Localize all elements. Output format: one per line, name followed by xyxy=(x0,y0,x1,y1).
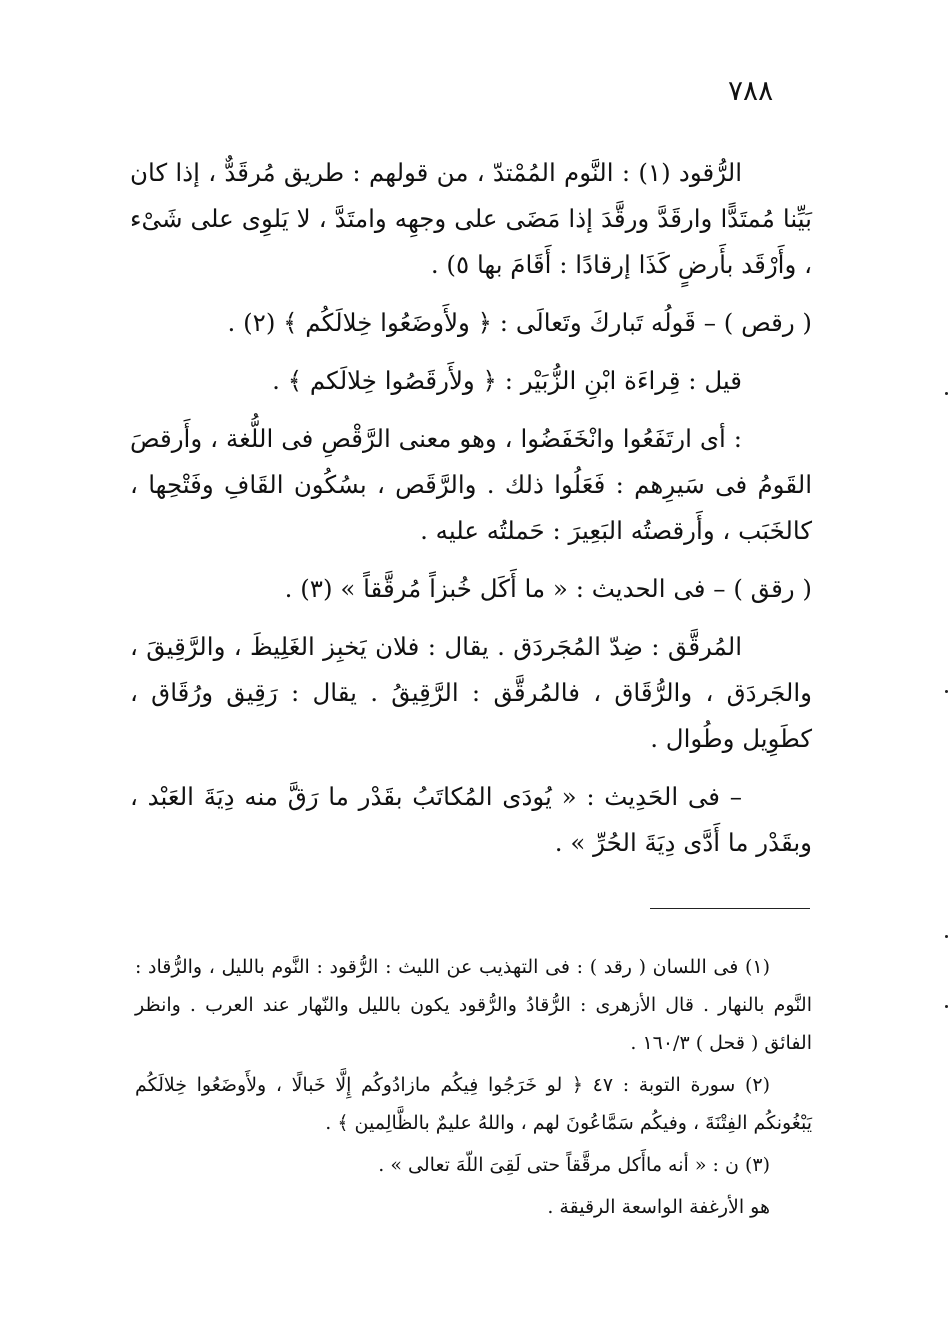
margin-mark xyxy=(945,935,948,938)
paragraph-mukatab-hadith: – فى الحَدِيث : « يُودَى المُكاتَبُ بقَدْر ما رَقَّ منه دِيَةَ العَبْد ، وبقَدْر ما أَدَّى دِيَةَ الحُرِّ » . xyxy=(130,782,812,857)
footnote-1: (١) فى اللسان ( رقد ) : فى التهذيب عن الليث : الرُّقود : النَّوم بالليل ، والرُّقاد : النَّوم بالنهار . قال الأزهرى : الرُّقادُ والرُّقود يكون بالليل والنّهار عند العرب . وانظر الفائق ( قحل ) ١٦٠/٣ . xyxy=(135,956,812,1054)
main-text xyxy=(130,150,812,878)
margin-mark xyxy=(945,690,948,693)
footnote-3-continuation: هو الأرغفة الواسعة الرقيقة . xyxy=(547,1196,770,1218)
margin-mark xyxy=(945,1005,948,1008)
paragraph-raqs-qiraa: قيل : قِراءَة ابْنِ الزُّبَيْر : ﴿ ولأَرقَصُوا خِلالَكم ﴾ . xyxy=(272,366,742,395)
footnote-2: (٢) سورة التوبة : ٤٧ ﴿ لو خَرَجُوا فِيكُم مازادُوكُم إِلَّا خَبالًا ، ولأَوضَعُوا خِلالَكُم يَبْغُونكُم الفِتْنَةَ ، وفيكُم سَمَّاعُونَ لهم ، واللهُ عليمٌ بالظَّالِمين ﴾ . xyxy=(135,1074,812,1134)
margin-mark xyxy=(945,392,948,395)
paragraph-ruqud: الرُّقود (١) : النَّوم المُمْتدّ ، من قولهم : طريق مُرقَدٌّ ، إذا كان بَيِّنا مُمتَدًّا وارقَدَّ ورقَّدَ إذا مَضَى على وجهِه وامتَدَّ ، لا يَلوِى على شَىْء ، وأَرْقَد بأَرضٍ كَذَا إرقادًا : أَقَامَ بها ٥) . xyxy=(130,158,812,279)
footnotes xyxy=(135,948,812,1230)
paragraph-raqs-meaning: : أى ارتَفَعُوا وانْخَفَضُوا ، وهو معنى الرَّقْصِ فى اللُّغة ، وأَرقصَ القَومُ فى سَيرِهم : فَعَلُوا ذلك . والرَّقَص ، بسُكُون القَافِ وفَتْحِها ، كالخَبَب ، وأَرقصتُه البَعِيرَ : حَملتُه عليه . xyxy=(130,424,812,545)
footnote-3: (٣) ن : « أنه ماأَكل مرقَّقاً حتى لَقِىَ اللّهَ تعالى » . xyxy=(378,1154,770,1176)
paragraph-raqq-heading: ( رقق ) – فى الحديث : « ما أَكَل خُبزاً مُرقَّقاً » (٣) . xyxy=(284,574,812,603)
paragraph-raqs-heading: ( رقص ) – قَولُه تَباركَ وتَعالَى : ﴿ ولأَوضَعُوا خِلالَكُم ﴾ (٢) . xyxy=(227,308,812,337)
paragraph-muraqqaq: المُرقَّق : ضِدّ المُجَردَق . يقال : فلان يَخبِز الغَلِيظَ ، والرَّقِيقَ ، والجَردَق ، والرُّقَاق ، فالمُرقَّق : الرَّقِيقُ . يقال : رَقِيق ورُقَاق ، كطَوِيل وطُوال . xyxy=(130,632,812,753)
footnote-divider xyxy=(650,908,810,909)
page-number: ٧٨٨ xyxy=(728,74,774,107)
